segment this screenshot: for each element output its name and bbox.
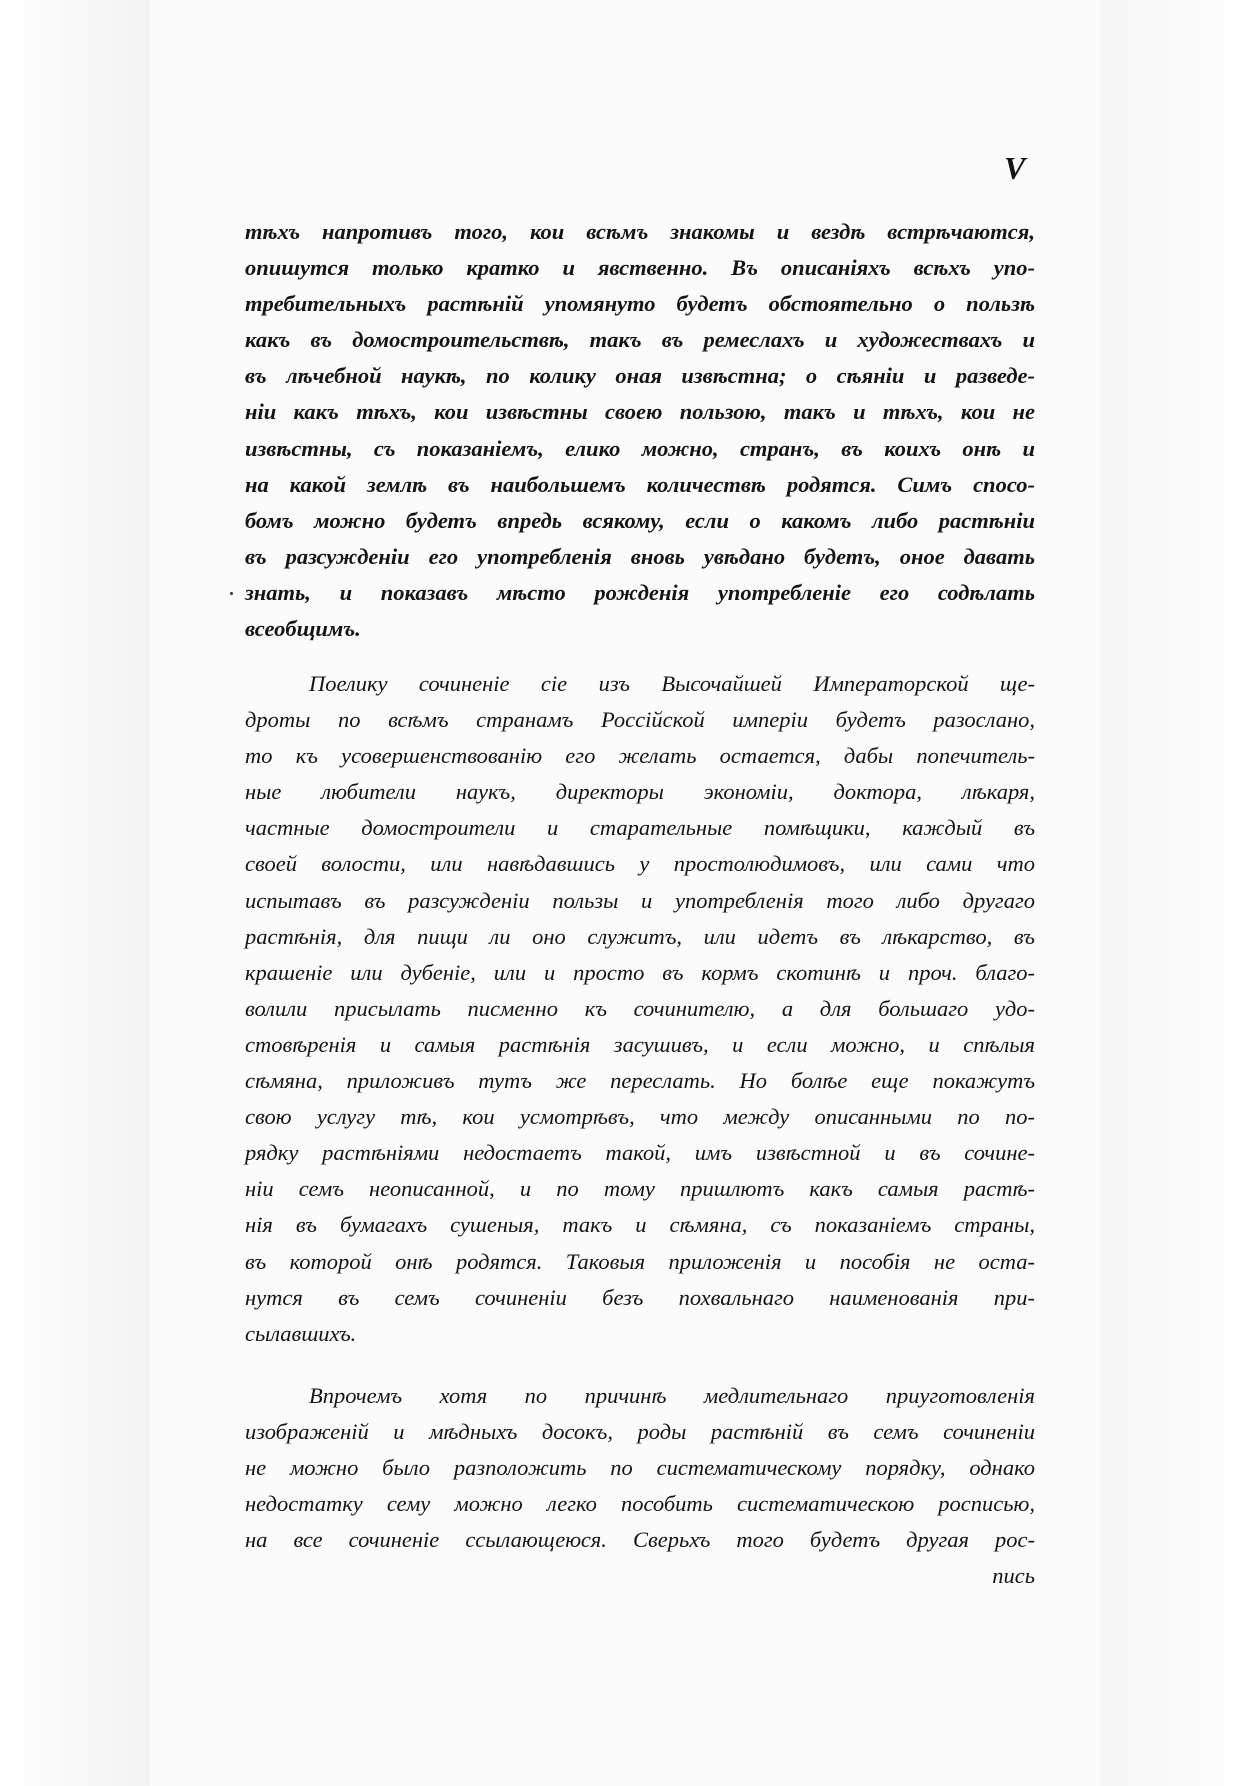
text-line: стовѣренія и самыя растѣнія засушивъ, и если можно, и спѣлыя <box>245 1031 1035 1057</box>
text-line: какъ въ домостроительствѣ, такъ въ ремеслахъ и художествахъ и <box>245 327 1035 353</box>
paragraph-2 <box>245 666 1035 1352</box>
text-line: нія въ бумагахъ сушеныя, такъ и сѣмяна, съ показаніемъ страны, <box>245 1212 1035 1238</box>
text-line: сылавшихъ. <box>245 1320 357 1346</box>
margin-ink-dot <box>230 592 233 595</box>
text-line: на какой землѣ въ наибольшемъ количествѣ родятся. Симъ спосо- <box>245 471 1035 497</box>
text-line: въ разсужденіи его употребленія вновь увѣдано будетъ, оное давать <box>245 543 1035 569</box>
text-line: опишутся только кратко и явственно. Въ описаніяхъ всѣхъ упо- <box>245 255 1035 281</box>
page-number: V <box>1004 150 1026 186</box>
text-line: нутся въ семъ сочиненіи безъ похвальнаго наименованія при- <box>245 1284 1035 1310</box>
scan-margin-left <box>0 0 150 1786</box>
text-line: волили присылать писменно къ сочинителю, а для большаго удо- <box>245 995 1035 1021</box>
text-line: всеобщимъ. <box>245 616 361 642</box>
text-line: дроты по всѣмъ странамъ Россійской имперіи будетъ разослано, <box>245 707 1035 733</box>
paragraph-1 <box>245 214 1035 647</box>
text-line: Поелику сочиненіе сіе изъ Высочайшей Императорской ще- <box>309 671 1035 696</box>
scan-margin-right <box>1100 0 1259 1786</box>
text-line: крашеніе или дубеніе, или и просто въ кормъ скотинѣ и проч. благо- <box>245 959 1035 985</box>
text-line: частные домостроители и старательные помѣщики, каждый въ <box>245 815 1035 841</box>
text-line: испытавъ въ разсужденіи пользы и употребленія того либо другаго <box>245 887 1035 913</box>
text-line: въ лѣчебной наукѣ, по колику оная извѣстна; о сѣяніи и разведе- <box>245 363 1035 389</box>
text-line: тѣхъ напротивъ того, кои всѣмъ знакомы и вездѣ встрѣчаются, <box>245 219 1035 244</box>
text-line: недостатку сему можно легко пособить систематическою росписью, <box>245 1491 1035 1517</box>
paragraph-3 <box>245 1378 1035 1595</box>
catchword: пись <box>992 1563 1035 1589</box>
text-line: рядку растѣніями недостаетъ такой, имъ извѣстной и въ сочине- <box>245 1140 1035 1166</box>
text-line: ніи какъ тѣхъ, кои извѣстны своею пользою, такъ и тѣхъ, кои не <box>245 399 1035 425</box>
text-line: ные любители наукъ, директоры экономіи, доктора, лѣкаря, <box>245 779 1035 805</box>
text-line: своей волости, или навѣдавшись у простолюдимовъ, или сами что <box>245 851 1035 877</box>
text-line: въ которой онѣ родятся. Таковыя приложенія и пособія не оста- <box>245 1248 1035 1274</box>
text-line: извѣстны, съ показаніемъ, елико можно, странъ, въ коихъ онѣ и <box>245 435 1035 461</box>
text-line: Впрочемъ хотя по причинѣ медлительнаго приуготовленія <box>309 1383 1035 1408</box>
text-line: бомъ можно будетъ впредь всякому, если о какомъ либо растѣніи <box>245 507 1035 533</box>
text-line: то къ усовершенствованію его желать остается, дабы попечитель- <box>245 743 1035 769</box>
text-line: ніи семъ неописанной, и по тому пришлютъ какъ самыя растѣ- <box>245 1176 1035 1202</box>
text-line: требительныхъ растѣній упомянуто будетъ обстоятельно о пользѣ <box>245 291 1035 317</box>
text-line: сѣмяна, приложивъ тутъ же переслать. Но болѣе еще покажутъ <box>245 1068 1035 1094</box>
text-line: не можно было разположить по систематическому порядку, однако <box>245 1455 1035 1481</box>
text-line: свою услугу тѣ, кои усмотрѣвъ, что между описанными по по- <box>245 1104 1035 1130</box>
text-line: изображеній и мѣдныхъ досокъ, роды растѣній въ семъ сочиненіи <box>245 1419 1035 1445</box>
text-line: знать, и показавъ мѣсто рожденія употребленіе его содѣлать <box>245 579 1035 605</box>
text-line: растѣнія, для пищи ли оно служитъ, или идетъ въ лѣкарство, въ <box>245 923 1035 949</box>
text-line: на все сочиненіе ссылающеюся. Сверьхъ того будетъ другая рос- <box>245 1527 1035 1553</box>
